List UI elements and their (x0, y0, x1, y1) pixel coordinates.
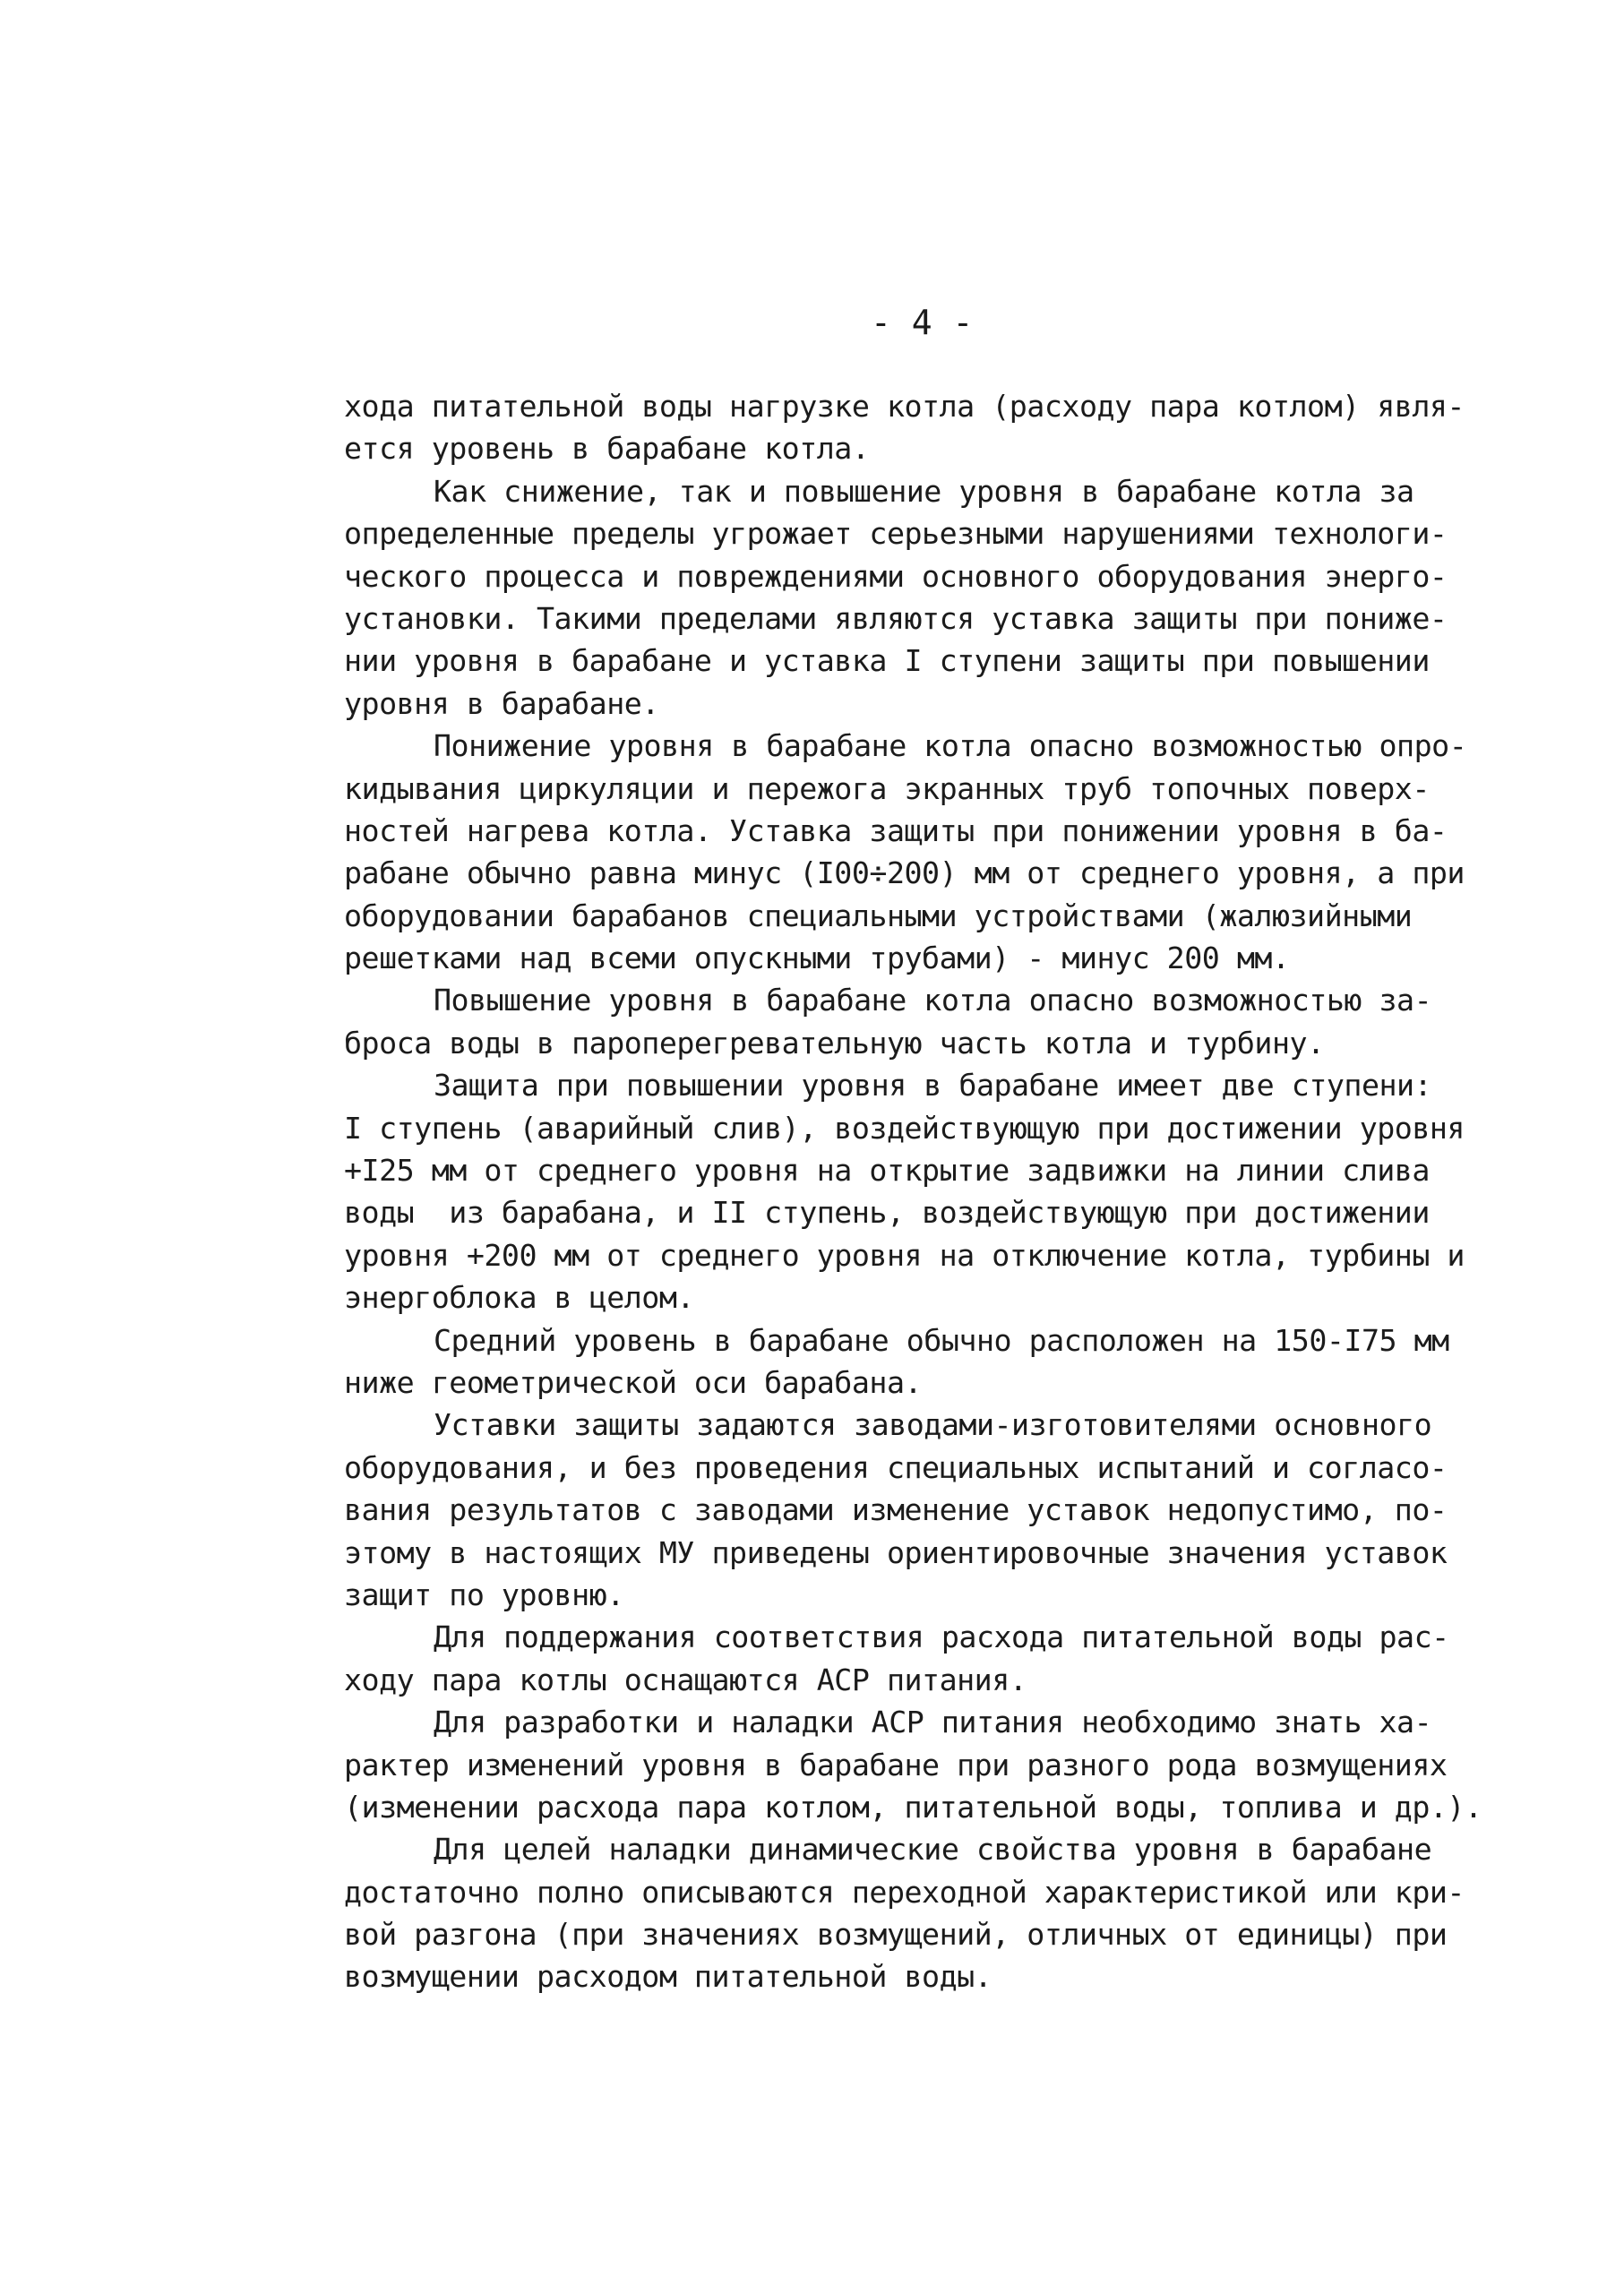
text-line: хода питательной воды нагрузке котла (расходу пара котлом) явля- (344, 389, 1465, 424)
text-line: Защита при повышении уровня в барабане имеет две ступени: (434, 1068, 1432, 1104)
text-line: оборудования, и без проведения специальных испытаний и согласо- (344, 1449, 1448, 1485)
text-line: Для поддержания соответствия расхода питательной воды рас- (434, 1619, 1449, 1655)
text-line: (изменении расхода пара котлом, питательной воды, топлива и др.). (344, 1789, 1482, 1825)
text-line: уровня в барабане. (344, 685, 659, 721)
text-line: воды из барабана, и II ступень, воздействующую при достижении (344, 1195, 1430, 1231)
text-line: броса воды в пароперегревательную часть котла и турбину. (344, 1025, 1325, 1061)
text-line: ходу пара котлы оснащаются АСР питания. (344, 1662, 1027, 1697)
text-line: I ступень (аварийный слив), воздействующую при достижении уровня (344, 1110, 1465, 1146)
text-line: +I25 мм от среднего уровня на открытие задвижки на линии слива (344, 1153, 1430, 1189)
text-line: Понижение уровня в барабане котла опасно возможностью опро- (434, 728, 1467, 764)
text-line: достаточно полно описываются переходной характеристикой или кри- (344, 1874, 1465, 1910)
text-line: Для разработки и наладки АСР питания необходимо знать ха- (434, 1705, 1432, 1740)
text-line: рактер изменений уровня в барабане при разного рода возмущениях (344, 1747, 1448, 1782)
text-line: рабане обычно равна минус (I00÷200) мм от среднего уровня, а при (344, 855, 1465, 891)
text-line: Повышение уровня в барабане котла опасно возможностью за- (434, 983, 1432, 1018)
text-line: возмущении расходом питательной воды. (344, 1959, 992, 1995)
text-line: энергоблока в целом. (344, 1280, 694, 1316)
text-line: ностей нагрева котла. Уставка защиты при понижении уровня в ба- (344, 812, 1448, 848)
text-line: вой разгона (при значениях возмущений, отличных от единицы) при (344, 1917, 1448, 1953)
text-line: защит по уровню. (344, 1576, 624, 1612)
text-line: определенные пределы угрожает серьезными нарушениями технологи- (344, 516, 1448, 552)
text-line: оборудовании барабанов специальными устройствами (жалюзийными (344, 898, 1413, 933)
text-line: вания результатов с заводами изменение уставок недопустимо, по- (344, 1492, 1448, 1528)
page-number: - 4 - (871, 303, 974, 342)
text-line: ниже геометрической оси барабана. (344, 1364, 923, 1400)
text-line: ческого процесса и повреждениями основного оборудования энерго- (344, 558, 1448, 594)
text-line: Средний уровень в барабане обычно расположен на 150-I75 мм (434, 1322, 1449, 1358)
text-line: нии уровня в барабане и уставка I ступени защиты при повышении (344, 643, 1430, 679)
text-line: установки. Такими пределами являются уставка защиты при пониже- (344, 600, 1448, 636)
text-line: этому в настоящих МУ приведены ориентировочные значения уставок (344, 1534, 1448, 1570)
text-line: Для целей наладки динамические свойства уровня в барабане (434, 1832, 1432, 1868)
body-text (344, 385, 1508, 1998)
text-line: ется уровень в барабане котла. (344, 431, 870, 467)
text-line: кидывания циркуляции и пережога экранных труб топочных поверх- (344, 770, 1430, 806)
text-line: решетками над всеми опускными трубами) - минус 200 мм. (344, 941, 1290, 976)
text-line: уровня +200 мм от среднего уровня на отключение котла, турбины и (344, 1237, 1465, 1273)
text-line: Уставки защиты задаются заводами-изготовителями основного (434, 1407, 1432, 1443)
text-line: Как снижение, так и повышение уровня в барабане котла за (434, 473, 1414, 509)
